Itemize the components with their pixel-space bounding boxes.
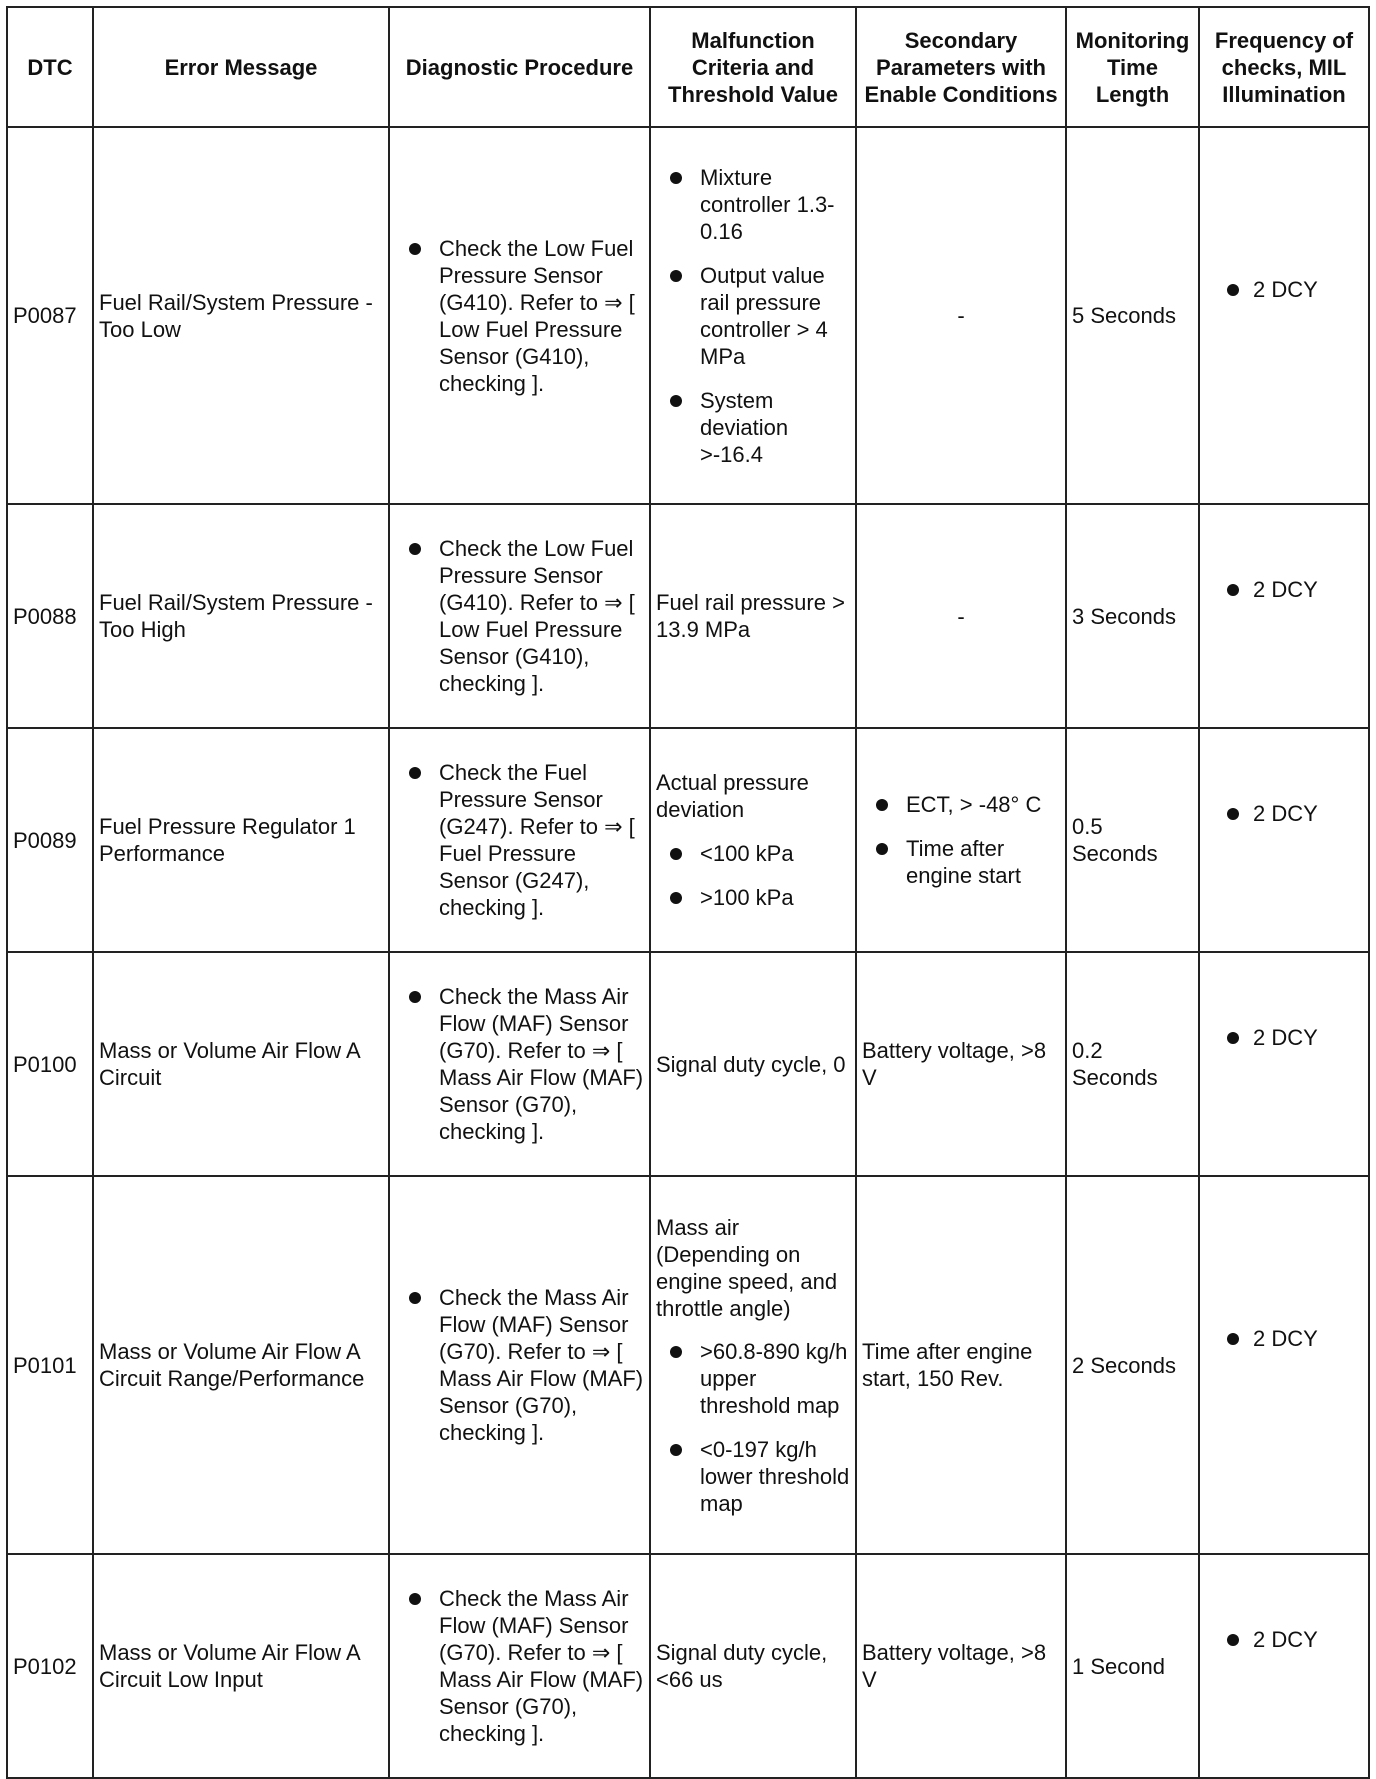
header-dtc: DTC	[7, 7, 93, 127]
frequency-item: 2 DCY	[1205, 1325, 1363, 1352]
monitoring-time: 0.5 Seconds	[1066, 728, 1199, 952]
header-diagnostic-procedure: Diagnostic Procedure	[389, 7, 650, 127]
secondary-item: Time after engine start	[862, 835, 1060, 889]
dtc-code: P0102	[7, 1554, 93, 1778]
diagnostic-procedure	[389, 728, 650, 952]
frequency-cell	[1199, 728, 1369, 952]
frequency-cell	[1199, 952, 1369, 1176]
dtc-code: P0087	[7, 127, 93, 504]
secondary-parameters: -	[856, 504, 1066, 728]
header-monitoring-time: Monitoring Time Length	[1066, 7, 1199, 127]
secondary-parameters	[856, 728, 1066, 952]
secondary-parameters: -	[856, 127, 1066, 504]
criteria-item: Mixture controller 1.3-0.16	[656, 164, 850, 245]
table-row	[7, 952, 1369, 1176]
procedure-item: Check the Mass Air Flow (MAF) Sensor (G70). Refer to ⇒ [ Mass Air Flow (MAF) Sensor (G70), checking ].	[395, 1284, 644, 1446]
table-row	[7, 504, 1369, 728]
header-frequency: Frequency of checks, MIL Illumination	[1199, 7, 1369, 127]
malfunction-criteria	[650, 127, 856, 504]
criteria-intro: Actual pressure deviation	[656, 770, 809, 822]
error-message: Fuel Rail/System Pressure - Too Low	[93, 127, 389, 504]
table-row	[7, 127, 1369, 504]
table-row	[7, 1554, 1369, 1778]
dtc-table	[6, 6, 1370, 1779]
malfunction-criteria: Signal duty cycle, 0	[650, 952, 856, 1176]
monitoring-time: 0.2 Seconds	[1066, 952, 1199, 1176]
frequency-cell	[1199, 504, 1369, 728]
malfunction-criteria	[650, 1176, 856, 1554]
frequency-cell	[1199, 127, 1369, 504]
frequency-item: 2 DCY	[1205, 1626, 1363, 1653]
monitoring-time: 2 Seconds	[1066, 1176, 1199, 1554]
error-message: Mass or Volume Air Flow A Circuit Low Input	[93, 1554, 389, 1778]
diagnostic-procedure	[389, 1176, 650, 1554]
malfunction-criteria: Fuel rail pressure > 13.9 MPa	[650, 504, 856, 728]
table-row	[7, 1176, 1369, 1554]
frequency-item: 2 DCY	[1205, 800, 1363, 827]
frequency-cell	[1199, 1176, 1369, 1554]
secondary-parameters: Battery voltage, >8 V	[856, 952, 1066, 1176]
secondary-parameters: Battery voltage, >8 V	[856, 1554, 1066, 1778]
procedure-item: Check the Low Fuel Pressure Sensor (G410). Refer to ⇒ [ Low Fuel Pressure Sensor (G410), checking ].	[395, 235, 644, 397]
error-message: Fuel Rail/System Pressure - Too High	[93, 504, 389, 728]
procedure-item: Check the Fuel Pressure Sensor (G247). Refer to ⇒ [ Fuel Pressure Sensor (G247), checking ].	[395, 759, 644, 921]
procedure-item: Check the Mass Air Flow (MAF) Sensor (G70). Refer to ⇒ [ Mass Air Flow (MAF) Sensor (G70), checking ].	[395, 983, 644, 1145]
frequency-item: 2 DCY	[1205, 576, 1363, 603]
frequency-item: 2 DCY	[1205, 276, 1363, 303]
error-message: Mass or Volume Air Flow A Circuit	[93, 952, 389, 1176]
procedure-item: Check the Mass Air Flow (MAF) Sensor (G70). Refer to ⇒ [ Mass Air Flow (MAF) Sensor (G70), checking ].	[395, 1585, 644, 1747]
criteria-item: <100 kPa	[656, 840, 850, 867]
secondary-parameters: Time after engine start, 150 Rev.	[856, 1176, 1066, 1554]
criteria-intro: Mass air (Depending on engine speed, and throttle angle)	[656, 1214, 838, 1321]
monitoring-time: 1 Second	[1066, 1554, 1199, 1778]
header-malfunction-criteria: Malfunction Criteria and Threshold Value	[650, 7, 856, 127]
criteria-item: Output value rail pressure controller > 4 MPa	[656, 262, 850, 370]
diagnostic-procedure	[389, 1554, 650, 1778]
malfunction-criteria: Signal duty cycle, <66 us	[650, 1554, 856, 1778]
procedure-item: Check the Low Fuel Pressure Sensor (G410). Refer to ⇒ [ Low Fuel Pressure Sensor (G410), checking ].	[395, 535, 644, 697]
monitoring-time: 3 Seconds	[1066, 504, 1199, 728]
diagnostic-procedure	[389, 504, 650, 728]
dtc-code: P0089	[7, 728, 93, 952]
criteria-item: <0-197 kg/h lower threshold map	[656, 1436, 850, 1517]
frequency-item: 2 DCY	[1205, 1024, 1363, 1051]
header-row	[7, 7, 1369, 127]
criteria-item: >60.8-890 kg/h upper threshold map	[656, 1338, 850, 1419]
malfunction-criteria	[650, 728, 856, 952]
header-error-message: Error Message	[93, 7, 389, 127]
dtc-code: P0088	[7, 504, 93, 728]
frequency-cell	[1199, 1554, 1369, 1778]
criteria-item: >100 kPa	[656, 884, 850, 911]
monitoring-time: 5 Seconds	[1066, 127, 1199, 504]
header-secondary-parameters: Secondary Parameters with Enable Conditions	[856, 7, 1066, 127]
dtc-code: P0100	[7, 952, 93, 1176]
error-message: Fuel Pressure Regulator 1 Performance	[93, 728, 389, 952]
secondary-item: ECT, > -48° C	[862, 791, 1060, 818]
criteria-item: System deviation >-16.4	[656, 387, 850, 468]
dtc-code: P0101	[7, 1176, 93, 1554]
diagnostic-procedure	[389, 127, 650, 504]
error-message: Mass or Volume Air Flow A Circuit Range/Performance	[93, 1176, 389, 1554]
table-row	[7, 728, 1369, 952]
diagnostic-procedure	[389, 952, 650, 1176]
